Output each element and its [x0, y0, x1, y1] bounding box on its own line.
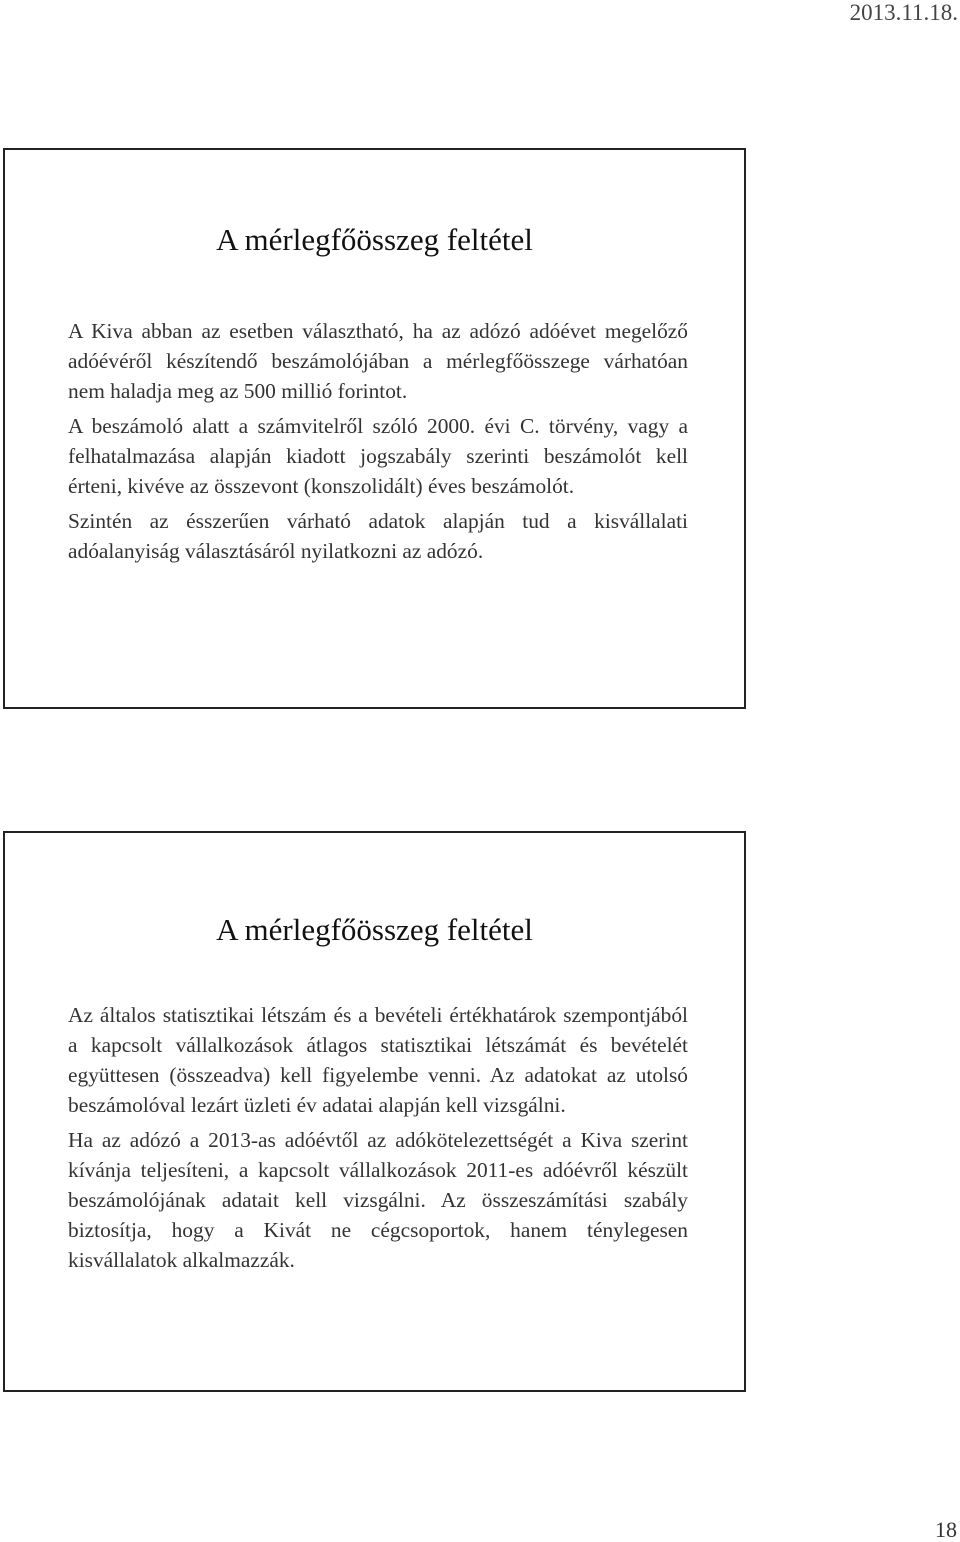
paragraph: A beszámoló alatt a számvitelről szóló 2000. évi C. törvény, vagy a felhatalmazása alapján kiadott jogszabály szerinti beszámolót kell érteni, kivéve az összevont (konszolidált) éves beszámolót. [68, 414, 688, 498]
slide-2 [3, 831, 746, 1392]
paragraph: Az általos statisztikai létszám és a bevételi értékhatárok szempontjából a kapcsolt vállalkozások átlagos statisztikai létszámát és bevételét együttesen (összeadva) kell figyelembe venni. Az adatokat az utolsó beszámolóval lezárt üzleti év adatai alapján kell vizsgálni. [68, 1003, 688, 1117]
header-date: 2013.11.18. [849, 0, 958, 25]
paragraph: Szintén az ésszerűen várható adatok alapján tud a kisvállalati adóalanyiság választásáról nyilatkozni az adózó. [68, 509, 688, 563]
paragraph: Ha az adózó a 2013-as adóévtől az adókötelezettségét a Kiva szerint kívánja teljesíteni, a kapcsolt vállalkozások 2011-es adóévről készült beszámolójának adatait kell vizsgálni. Az összeszámítási szabály biztosítja, hogy a Kivát ne cégcsoportok, hanem ténylegesen kisvállalatok alkalmazzák. [68, 1128, 688, 1272]
paragraph: A Kiva abban az esetben választható, ha az adózó adóévet megelőző adóévéről készítendő beszámolójában a mérlegfőösszege várhatóan nem haladja meg az 500 millió forintot. [68, 319, 688, 403]
slide-body [68, 1000, 688, 1275]
slide-1 [3, 148, 746, 709]
page-number: 18 [935, 1517, 957, 1542]
slide-title: A mérlegfőösszeg feltétel [216, 222, 533, 257]
slide-title: A mérlegfőösszeg feltétel [216, 912, 533, 947]
slide-body [68, 316, 688, 566]
